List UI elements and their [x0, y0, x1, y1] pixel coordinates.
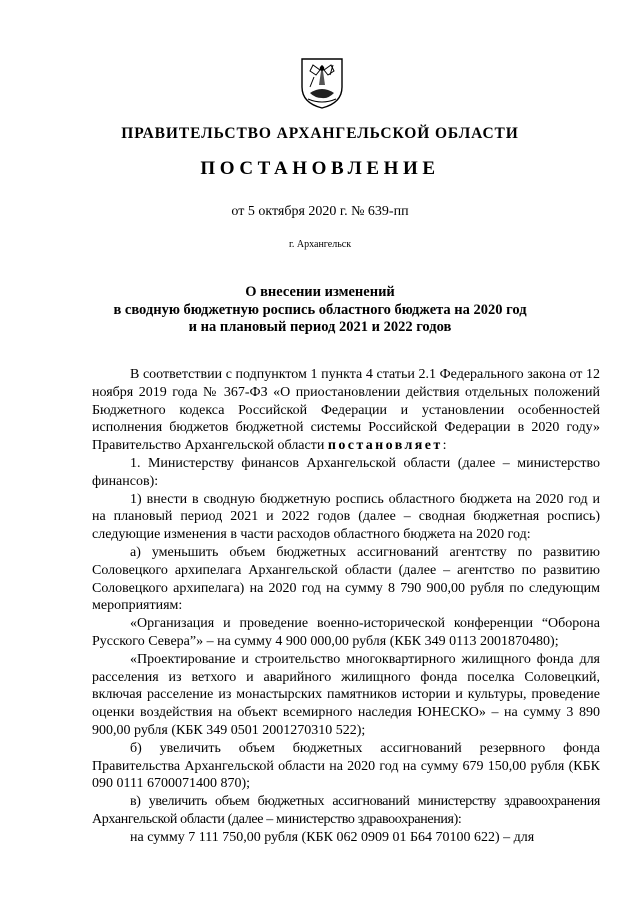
government-name: ПРАВИТЕЛЬСТВО АРХАНГЕЛЬСКОЙ ОБЛАСТИ: [121, 125, 519, 142]
decree-keyword: постановляет: [327, 438, 443, 454]
paragraph-subitem-a: а) уменьшить объем бюджетных ассигнований агентству по развитию Соловецкого архипелага Архангельской области (далее – агентство по развитию Соловецкого архипелага) на 2020 год на сумму 8 790 900,00 рубля по следующим мероприятиям:: [92, 544, 600, 614]
preamble-end: :: [442, 438, 447, 454]
paragraph-event-conference: «Организация и проведение военно-исторической конференции “Оборона Русского Севера”» – на сумму 4 900 000,00 рубля (КБК 349 0113 2001870480);: [92, 616, 600, 649]
title-line-1: О внесении изменений: [245, 284, 395, 300]
coat-of-arms-icon: [300, 57, 344, 109]
paragraph-preamble: [92, 366, 600, 455]
preamble-text: В соответствии с подпунктом 1 пункта 4 статьи 2.1 Федерального закона от 12 ноября 2019 года № 367-ФЗ «О приостановлении действия отдельных положений Бюджетного кодекса Российской Федерации и установлении особенностей исполнения бюджетов бюджетной системы Российской Федерации в 2020 году» Правительство Архангельской области: [92, 367, 600, 454]
paragraph-amount: на сумму 7 111 750,00 рубля (КБК 062 0909 01 Б64 70100 622) – для: [130, 829, 535, 845]
paragraph-subitem-1: 1) внести в сводную бюджетную роспись областного бюджета на 2020 год и на плановый период 2021 и 2022 годов (далее – сводная бюджетная роспись) следующие изменения в части расходов областного бюджета на 2020 год:: [92, 491, 600, 543]
paragraph-item-1: 1. Министерству финансов Архангельской области (далее – министерство финансов):: [92, 455, 600, 489]
paragraph-subitem-b: б) увеличить объем бюджетных ассигнований резервного фонда Правительства Архангельской области на 2020 год на сумму 679 150,00 рубля (КБК 090 0111 6700071400 870);: [92, 740, 600, 792]
document-title: [0, 284, 640, 337]
date-number: от 5 октября 2020 г. № 639-пп: [231, 204, 409, 219]
title-line-2: в сводную бюджетную роспись областного бюджета на 2020 год: [113, 301, 527, 318]
paragraph-event-construction: «Проектирование и строительство многоквартирного жилищного фонда для расселения из ветхого и аварийного жилищного фонда поселка Соловецкий, включая расселение из монастырских памятников истории и культуры, проведение оценки воздействия на объект всемирного наследия ЮНЕСКО» – на сумму 3 890 900,00 рубля (КБК 349 0501 2001270310 522);: [92, 651, 600, 738]
document-type: ПОСТАНОВЛЕНИЕ: [200, 158, 440, 179]
title-line-3: и на плановый период 2021 и 2022 годов: [188, 319, 452, 335]
document-body: [92, 366, 600, 847]
city: г. Архангельск: [288, 239, 352, 250]
paragraph-subitem-v: в) увеличить объем бюджетных ассигнований министерству здравоохранения Архангельской области (далее – министерство здравоохранения):: [92, 794, 600, 827]
